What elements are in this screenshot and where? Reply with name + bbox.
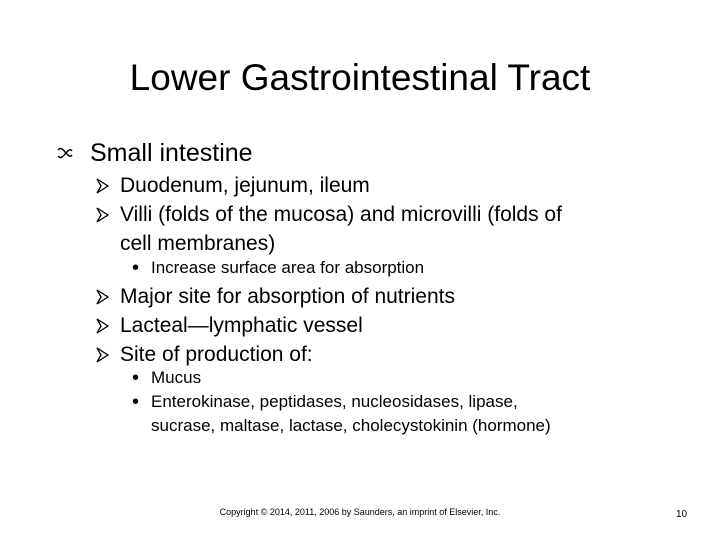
list-item-text: Lacteal—lymphatic vessel [120, 314, 363, 337]
sub-list-item-text: Increase surface area for absorption [151, 258, 425, 277]
wingding-cross-bullet-icon [56, 147, 74, 159]
arrowhead-bullet-icon [96, 340, 110, 369]
list-item-text: Duodenum, jejunum, ileum [120, 174, 370, 197]
page-number: 10 [676, 509, 688, 520]
list-item-text: Site of production of: [120, 343, 313, 366]
arrowhead-bullet-icon [96, 282, 110, 311]
arrowhead-bullet-icon [96, 311, 110, 340]
topic-label: Small intestine [90, 139, 253, 167]
sub-list-item-text: Enterokinase, peptidases, nucleosidases, lipase, [151, 392, 518, 411]
copyright-footer: Copyright © 2014, 2011, 2006 by Saunders, an imprint of Elsevier, Inc. [219, 507, 501, 517]
list-item-text: cell membranes) [120, 232, 276, 255]
bullet-dot-icon: • [132, 391, 140, 413]
sub-list-item-text: sucrase, maltase, lactase, cholecystokinin (hormone) [151, 416, 551, 435]
bullet-dot-icon: • [132, 257, 140, 279]
arrowhead-bullet-icon [96, 171, 110, 200]
arrowhead-bullet-icon [96, 200, 110, 229]
bullet-dot-icon: • [132, 367, 140, 389]
list-item-text: Major site for absorption of nutrients [120, 285, 455, 308]
sub-list-item-text: Mucus [151, 368, 202, 387]
list-item-text: Villi (folds of the mucosa) and microvilli (folds of [120, 203, 562, 226]
slide-title: Lower Gastrointestinal Tract [129, 57, 591, 98]
